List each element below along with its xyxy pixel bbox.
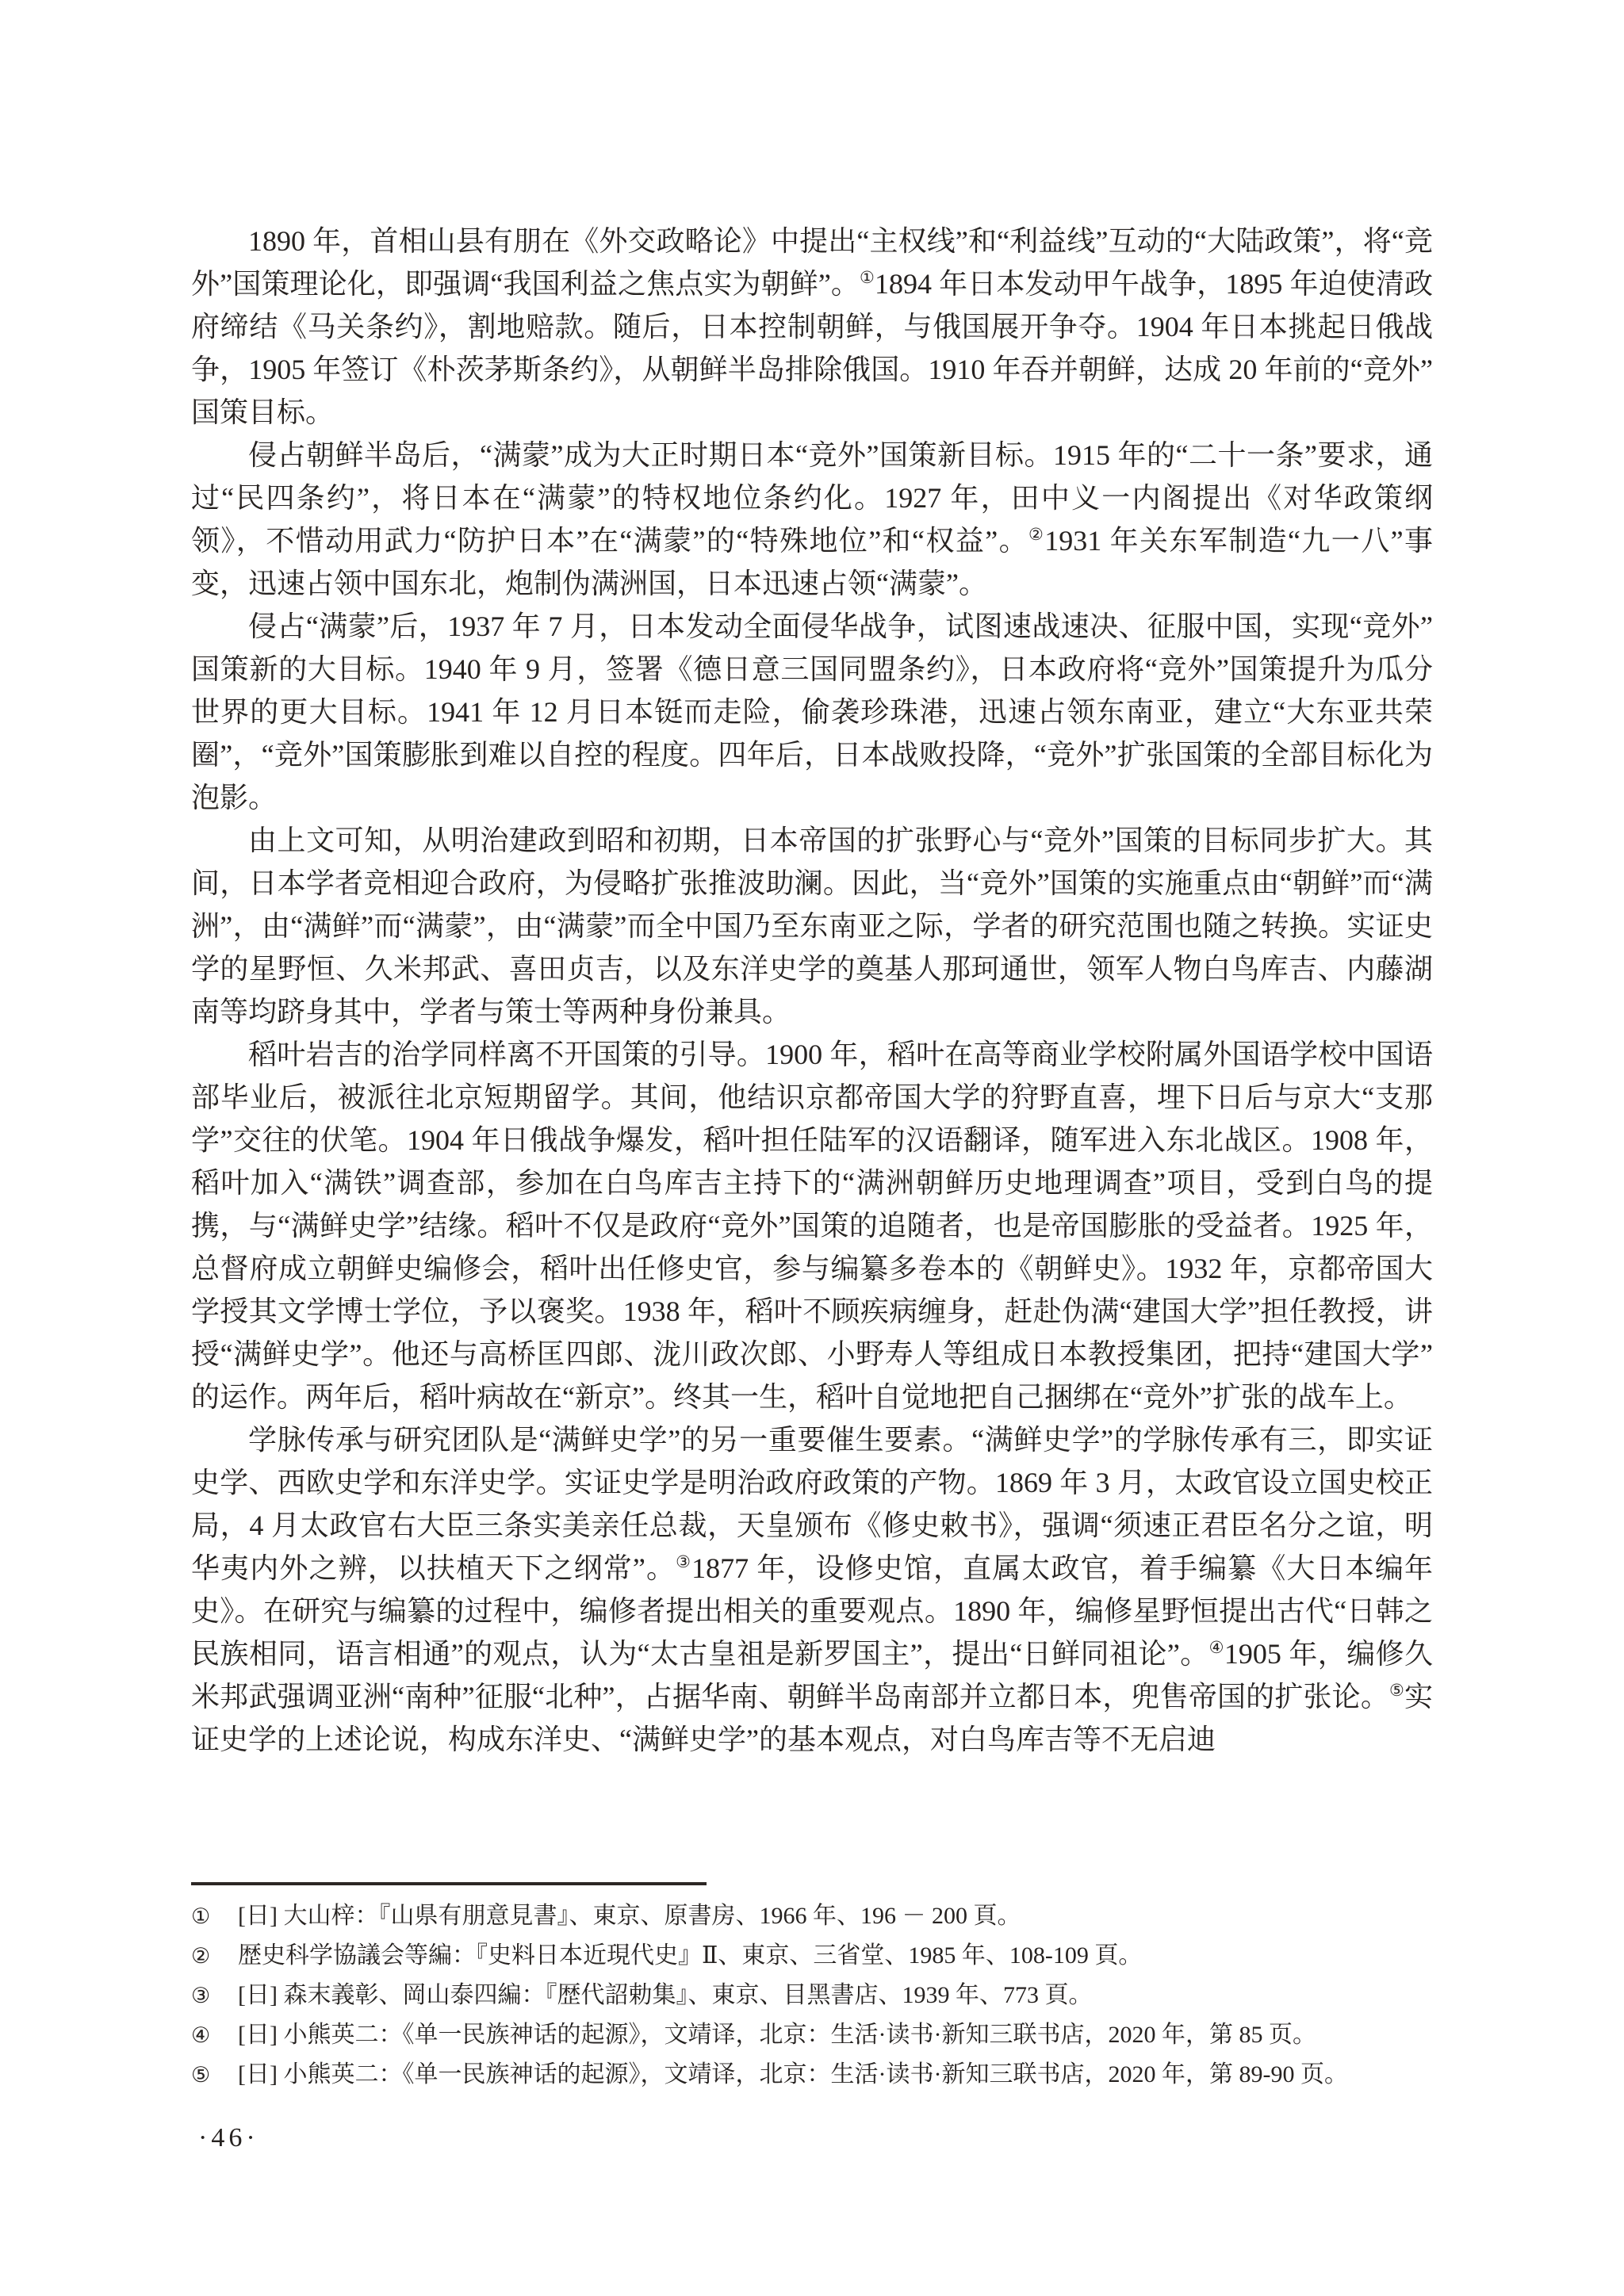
paragraph: 1890 年，首相山县有朋在《外交政略论》中提出“主权线”和“利益线”互动的“大陆政策”，将“竞外”国策理论化，即强调“我国利益之焦点实为朝鲜”。①1894 年日本发动甲午战争，1895 年迫使清政府缔结《马关条约》，割地赔款。随后，日本控制朝鲜，与俄国展开争夺。1904 年日本挑起日俄战争，1905 年签订《朴茨茅斯条约》，从朝鲜半岛排除俄国。1910 年吞并朝鲜，达成 20 年前的“竞外”国策目标。: [191, 225, 1433, 428]
footnote-text: [日] 小熊英二：《单一民族神话的起源》，文靖译，北京：生活·读书·新知三联书店，2020 年，第 89-90 页。: [238, 2061, 1348, 2087]
footnote-marker: ③: [191, 1984, 211, 2007]
footnote-separator: [191, 1882, 707, 1885]
footnote-marker: ②: [191, 1944, 211, 1968]
footnote-item: [191, 1936, 1433, 1976]
footnote-text: [日] 森末義彰、岡山泰四編：『歴代詔勅集』、東京、目黑書店、1939 年、773 頁。: [238, 1982, 1093, 2008]
paragraph: 由上文可知，从明治建政到昭和初期，日本帝国的扩张野心与“竞外”国策的目标同步扩大。其间，日本学者竞相迎合政府，为侵略扩张推波助澜。因此，当“竞外”国策的实施重点由“朝鲜”而“满洲”，由“满鲜”而“满蒙”，由“满蒙”而全中国乃至东南亚之际，学者的研究范围也随之转换。实证史学的星野恒、久米邦武、喜田贞吉，以及东洋史学的奠基人那珂通世，领军人物白鸟库吉、内藤湖南等均跻身其中，学者与策士等两种身份兼具。: [191, 825, 1433, 1027]
footnote-ref: ⑤: [1389, 1681, 1404, 1700]
article-body-text: [191, 220, 1433, 1761]
footnote-ref: ④: [1208, 1638, 1224, 1657]
paragraph: 侵占“满蒙”后，1937 年 7 月，日本发动全面侵华战争，试图速战速决、征服中国，实现“竞外”国策新的大目标。1940 年 9 月，签署《德日意三国同盟条约》，日本政府将“竞外”国策提升为瓜分世界的更大目标。1941 年 12 月日本铤而走险，偷袭珍珠港，迅速占领东南亚，建立“大东亚共荣圈”，“竞外”国策膨胀到难以自控的程度。四年后，日本战败投降，“竞外”扩张国策的全部目标化为泡影。: [191, 610, 1433, 813]
page-number: ·46·: [198, 2123, 259, 2152]
footnote-marker: ⑤: [191, 2063, 211, 2087]
paragraph: 稻叶岩吉的治学同样离不开国策的引导。1900 年，稻叶在高等商业学校附属外国语学校中国语部毕业后，被派往北京短期留学。其间，他结识京都帝国大学的狩野直喜，埋下日后与京大“支那学”交往的伏笔。1904 年日俄战争爆发，稻叶担任陆军的汉语翻译，随军进入东北战区。1908 年，稻叶加入“满铁”调查部，参加在白鸟库吉主持下的“满洲朝鲜历史地理调查”项目，受到白鸟的提携，与“满鲜史学”结缘。稻叶不仅是政府“竞外”国策的追随者，也是帝国膨胀的受益者。1925 年，总督府成立朝鲜史编修会，稻叶出任修史官，参与编纂多卷本的《朝鲜史》。1932 年，京都帝国大学授其文学博士学位，予以褒奖。1938 年，稻叶不顾疾病缠身，赶赴伪满“建国大学”担任教授，讲授“满鲜史学”。他还与高桥匡四郎、泷川政次郎、小野寿人等组成日本教授集团，把持“建国大学”的运作。两年后，稻叶病故在“新京”。终其一生，稻叶自觉地把自己捆绑在“竞外”扩张的战车上。: [191, 1039, 1433, 1413]
footnote-text: [日] 大山梓：『山県有朋意見書』、東京、原書房、1966 年、196 － 200 頁。: [238, 1903, 1021, 1929]
footnote-text: 歴史科学協議会等編：『史料日本近現代史』Ⅱ、東京、三省堂、1985 年、108-109 頁。: [238, 1942, 1143, 1969]
footnote-ref: ③: [676, 1552, 692, 1571]
footnote-item: [191, 1976, 1433, 2015]
paragraph: 学脉传承与研究团队是“满鲜史学”的另一重要催生要素。“满鲜史学”的学脉传承有三，即实证史学、西欧史学和东洋史学。实证史学是明治政府政策的产物。1869 年 3 月，太政官设立国史校正局，4 月太政官右大臣三条实美亲任总裁，天皇颁布《修史敕书》，强调“须速正君臣名分之谊，明华夷内外之辨，以扶植天下之纲常”。③1877 年，设修史馆，直属太政官，着手编纂《大日本编年史》。在研究与编纂的过程中，编修者提出相关的重要观点。1890 年，编修星野恒提出古代“日韩之民族相同，语言相通”的观点，认为“太古皇祖是新罗国主”，提出“日鲜同祖论”。④1905 年，编修久米邦武强调亚洲“南种”征服“北种”，占据华南、朝鲜半岛南部并立都日本，兜售帝国的扩张论。⑤实证史学的上述论说，构成东洋史、“满鲜史学”的基本观点，对白鸟库吉等不无启迪: [191, 1424, 1434, 1755]
footnote-item: [191, 2055, 1433, 2095]
footnote-text: [日] 小熊英二：《单一民族神话的起源》，文靖译，北京：生活·读书·新知三联书店，2020 年，第 85 页。: [238, 2022, 1316, 2048]
footnote-marker: ④: [191, 2023, 211, 2047]
paragraph: 侵占朝鲜半岛后，“满蒙”成为大正时期日本“竞外”国策新目标。1915 年的“二十一条”要求，通过“民四条约”，将日本在“满蒙”的特权地位条约化。1927 年，田中义一内阁提出《对华政策纲领》，不惜动用武力“防护日本”在“满蒙”的“特殊地位”和“权益”。②1931 年关东军制造“九一八”事变，迅速占领中国东北，炮制伪满洲国，日本迅速占领“满蒙”。: [191, 439, 1433, 599]
footnote-item: [191, 2015, 1433, 2055]
footnote-area: [191, 1882, 1433, 2095]
footnote-list: [191, 1896, 1433, 2095]
footnote-ref: ②: [1028, 525, 1045, 544]
footnote-item: [191, 1896, 1433, 1936]
footnote-ref: ①: [860, 268, 875, 287]
footnote-marker: ①: [191, 1904, 211, 1928]
